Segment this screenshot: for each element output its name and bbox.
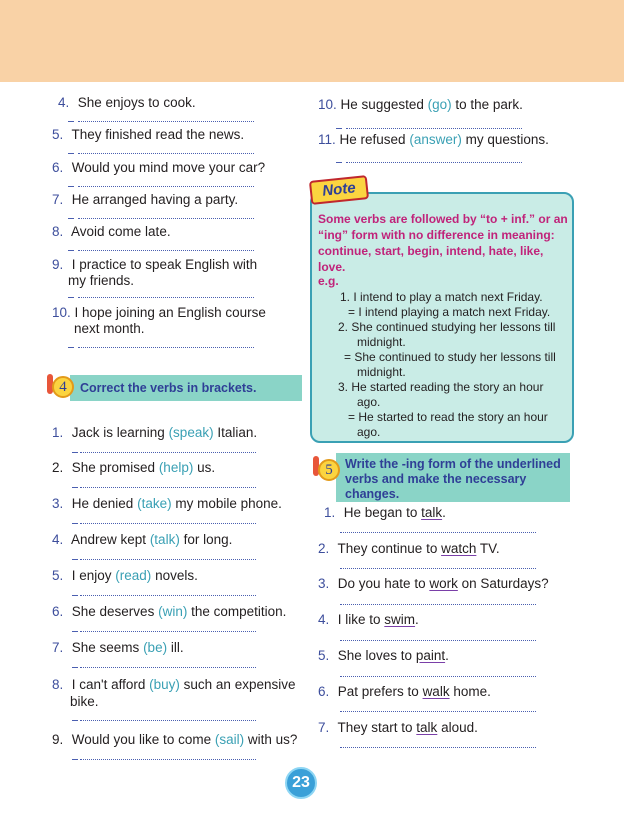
note-eg: e.g. [318, 274, 339, 288]
exercise-item: 1. He began to talk. [324, 505, 446, 520]
exercise-item: 2. They continue to watch TV. [318, 541, 500, 556]
exercise-item-line2: my friends. [68, 273, 135, 288]
answer-line[interactable] [80, 720, 256, 721]
answer-line[interactable] [80, 559, 256, 560]
answer-dash [68, 297, 74, 298]
exercise-item: 11. He refused (answer) my questions. [318, 132, 549, 147]
note-example: 3. He started reading the story an hour [338, 380, 544, 394]
note-example: ago. [357, 395, 381, 409]
answer-line[interactable] [80, 487, 256, 488]
answer-line[interactable] [78, 297, 254, 298]
answer-line[interactable] [80, 595, 256, 596]
exercise-item: 3. Do you hate to work on Saturdays? [318, 576, 549, 591]
section-5-title: verbs and make the necessary [345, 472, 527, 486]
exercise-item: 7. He arranged having a party. [52, 192, 239, 207]
exercise-item: 2. She promised (help) us. [52, 460, 216, 475]
answer-dash [68, 121, 74, 122]
page-number-badge: 23 [285, 767, 317, 799]
exercise-item: 4. She enjoys to cook. [58, 95, 196, 110]
answer-line[interactable] [78, 347, 254, 348]
answer-line[interactable] [80, 759, 256, 760]
note-intro: “ing” form with no difference in meaning: [318, 228, 555, 242]
header-band [0, 0, 624, 82]
answer-dash [336, 128, 342, 129]
answer-line[interactable] [80, 631, 256, 632]
exercise-item: 5. She loves to paint. [318, 648, 449, 663]
answer-line[interactable] [340, 676, 536, 677]
section-number-badge: 5 [318, 459, 340, 481]
answer-dash [72, 759, 78, 760]
answer-line[interactable] [78, 153, 254, 154]
answer-dash [72, 667, 78, 668]
answer-line[interactable] [80, 452, 256, 453]
answer-line[interactable] [78, 121, 254, 122]
answer-line[interactable] [78, 218, 254, 219]
section-4-title: Correct the verbs in brackets. [80, 381, 257, 395]
note-example: ago. [357, 425, 381, 439]
note-tag: Note [309, 175, 369, 205]
note-example: = I intend playing a match next Friday. [348, 305, 551, 319]
answer-dash [72, 559, 78, 560]
answer-line[interactable] [340, 604, 536, 605]
section-5-title: Write the -ing form of the underlined [345, 457, 561, 471]
answer-line[interactable] [78, 250, 254, 251]
section-5-title: changes. [345, 487, 400, 501]
answer-dash [72, 452, 78, 453]
answer-line[interactable] [346, 162, 522, 163]
answer-dash [72, 523, 78, 524]
exercise-item-line2: bike. [70, 694, 99, 709]
exercise-item: 4. I like to swim. [318, 612, 419, 627]
answer-line[interactable] [340, 532, 536, 533]
exercise-item: 1. Jack is learning (speak) Italian. [52, 425, 258, 440]
note-intro: continue, start, begin, intend, hate, like, [318, 244, 544, 258]
note-example: 1. I intend to play a match next Friday. [340, 290, 543, 304]
answer-line[interactable] [340, 640, 536, 641]
answer-line[interactable] [80, 667, 256, 668]
answer-line[interactable] [80, 523, 256, 524]
answer-line[interactable] [346, 128, 522, 129]
answer-dash [68, 218, 74, 219]
answer-line[interactable] [340, 568, 536, 569]
answer-dash [72, 631, 78, 632]
exercise-item: 7. She seems (be) ill. [52, 640, 184, 655]
exercise-item: 10. He suggested (go) to the park. [318, 97, 523, 112]
note-intro: Some verbs are followed by “to + inf.” or an [318, 212, 568, 226]
exercise-item: 6. She deserves (win) the competition. [52, 604, 287, 619]
exercise-item: 3. He denied (take) my mobile phone. [52, 496, 282, 511]
exercise-item: 9. I practice to speak English with [52, 257, 258, 272]
note-example: = He started to read the story an hour [348, 410, 548, 424]
answer-dash [68, 347, 74, 348]
exercise-item: 5. They finished read the news. [52, 127, 245, 142]
answer-line[interactable] [340, 711, 536, 712]
answer-line[interactable] [78, 186, 254, 187]
exercise-item: 6. Pat prefers to walk home. [318, 684, 491, 699]
note-example: 2. She continued studying her lessons till [338, 320, 556, 334]
answer-dash [68, 186, 74, 187]
note-intro: love. [318, 260, 346, 274]
answer-dash [72, 487, 78, 488]
exercise-item-line2: next month. [74, 321, 145, 336]
exercise-item: 8. Avoid come late. [52, 224, 171, 239]
answer-dash [72, 595, 78, 596]
note-example: midnight. [357, 335, 406, 349]
section-number-badge: 4 [52, 376, 74, 398]
answer-line[interactable] [340, 747, 536, 748]
exercise-item: 4. Andrew kept (talk) for long. [52, 532, 233, 547]
answer-dash [68, 153, 74, 154]
note-example: midnight. [357, 365, 406, 379]
answer-dash [336, 162, 342, 163]
exercise-item: 9. Would you like to come (sail) with us? [52, 732, 298, 747]
exercise-item: 5. I enjoy (read) novels. [52, 568, 198, 583]
answer-dash [68, 250, 74, 251]
exercise-item: 7. They start to talk aloud. [318, 720, 478, 735]
exercise-item: 10. I hope joining an English course [52, 305, 266, 320]
note-example: = She continued to study her lessons till [344, 350, 556, 364]
exercise-item: 8. I can't afford (buy) such an expensive [52, 677, 296, 692]
answer-dash [72, 720, 78, 721]
exercise-item: 6. Would you mind move your car? [52, 160, 266, 175]
